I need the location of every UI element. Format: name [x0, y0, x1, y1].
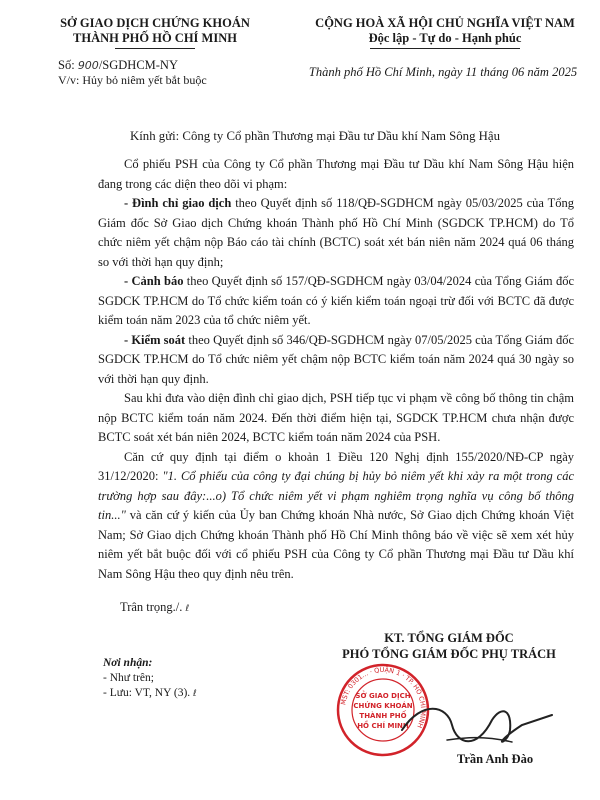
issuer-underline	[115, 48, 195, 49]
signature-stroke	[402, 709, 552, 742]
recipients-block	[103, 656, 197, 702]
legal-basis-text: Căn cứ quy định tại điểm o khoản 1 Điều 120 Nghị định 155/2020/NĐ-CP ngày 31/12/2020:	[98, 449, 574, 483]
signer-name: Trần Anh Đào	[456, 752, 534, 766]
initial-mark: ℓ	[185, 604, 190, 614]
intro-paragraph: Cổ phiếu PSH của Công ty Cổ phần Thương mại Đầu tư Dầu khí Nam Sông Hậu hiện đang trong các diện theo dõi vi phạm:	[98, 157, 574, 191]
national-header	[300, 16, 590, 49]
document-date: Thành phố Hồ Chí Minh, ngày 11 tháng 06 năm 2025	[308, 65, 578, 79]
handwritten-signature	[392, 690, 562, 760]
doc-no-label: Số:	[58, 58, 75, 72]
issuer-line-1: SỞ GIAO DỊCH CHỨNG KHOÁN	[60, 16, 250, 30]
recipient-archive: - Lưu: VT, NY (3).	[103, 687, 191, 699]
issuer-line-2: THÀNH PHỐ HỒ CHÍ MINH	[73, 31, 237, 45]
item1-text: theo Quyết định số 118/QĐ-SGDHCM ngày 05/03/2025 của Tổng Giám đốc Sở Giao dịch Chứng khoán Thành phố Hồ Chí Minh (SGDCK TP.HCM) do Tổ chức niêm yết chậm nộp Báo cáo tài chính (BCTC) soát xét bán niên năm 2024 quá 06 tháng so với thời hạn quy định;	[98, 196, 575, 269]
recipients-title: Nơi nhận:	[103, 657, 153, 669]
seal-line: HỒ CHÍ MINH	[357, 722, 409, 730]
seal-ring-text: MST: 0301... · QUẬN 1 · TP. HỒ CHÍ MINH	[339, 665, 428, 730]
item1-heading: - Đình chỉ giao dịch	[124, 196, 232, 210]
doc-no-handwritten: 900	[77, 59, 99, 72]
seal-line: THÀNH PHỐ	[359, 712, 407, 720]
motto-underline	[370, 48, 520, 49]
issuer-header	[50, 16, 260, 49]
greeting: Kính gửi: Công ty Cổ phần Thương mại Đầu tư Dầu khí Nam Sông Hậu	[130, 129, 500, 143]
closing-text: Trân trọng./.	[120, 600, 183, 614]
recipient-item	[103, 686, 197, 702]
recipient-item: - Như trên;	[103, 672, 154, 684]
signer-title: PHÓ TỔNG GIÁM ĐỐC PHỤ TRÁCH	[342, 647, 556, 661]
legal-quote: "1. Cổ phiếu của công ty đại chúng bị hủy bỏ niêm yết khi xảy ra một trong các trường hợp sau đây:...o) Tổ chức niêm yết vi phạm nghiêm trọng nghĩa vụ công bố thông tin..."	[98, 469, 574, 522]
signature-block	[318, 630, 580, 662]
letter-body	[98, 155, 574, 584]
violation-item-suspension	[98, 194, 574, 272]
item2-heading: - Cảnh báo	[124, 274, 184, 288]
nation-motto: Độc lập - Tự do - Hạnh phúc	[368, 31, 522, 45]
signer-authority: KT. TỔNG GIÁM ĐỐC	[384, 631, 514, 645]
document-subject: V/v: Hủy bỏ niêm yết bắt buộc	[58, 73, 207, 87]
decision-text: và căn cứ ý kiến của Ủy ban Chứng khoán Nhà nước, Sở Giao dịch Chứng khoán Việt Nam; Sở Giao dịch Chứng khoán Thành phố Hồ Chí Minh thông báo về việc sẽ xem xét hủy niêm yết bắt buộc đối với cổ phiếu PSH của Công ty Cổ phần Thương mại Đầu tư Dầu khí Nam Sông Hậu theo quy định nêu trên.	[98, 508, 574, 581]
violation-item-control	[98, 331, 574, 390]
violation-item-warning	[98, 272, 574, 331]
item3-heading: - Kiểm soát	[124, 332, 186, 347]
document-number	[58, 58, 178, 73]
item2-text: theo Quyết định số 157/QĐ-SGDHCM ngày 03/04/2024 của Tổng Giám đốc SGDCK TP.HCM do Tổ chức kiểm toán có ý kiến kiểm toán ngoại trừ đối với BCTC đã được kiểm toán năm 2023 của tổ chức niêm yết.	[98, 274, 575, 327]
seal-line: CHỨNG KHOÁN	[353, 702, 413, 710]
item3-text: theo Quyết định số 346/QĐ-SGDHCM ngày 07/05/2025 của Tổng Giám đốc SGDCK TP.HCM do Tổ chức niêm yết chậm nộp BCTC kiểm toán năm 2024 quá 30 ngày so với thời hạn quy định.	[98, 332, 574, 386]
legal-basis-paragraph	[98, 448, 574, 585]
seal-line: SỞ GIAO DỊCH	[355, 692, 411, 700]
doc-no-suffix: /SGDHCM-NY	[98, 58, 178, 72]
disclosure-paragraph: Sau khi đưa vào diện đình chỉ giao dịch, PSH tiếp tục vi phạm về công bố thông tin chậm nộp BCTC kiểm toán năm 2024. Đến thời điểm hiện tại, SGDCK TP.HCM chưa nhận được BCTC soát xét bán niên 2024, BCTC kiểm toán năm 2024 của PSH.	[98, 391, 574, 444]
nation-line-1: CỘNG HOÀ XÃ HỘI CHỦ NGHĨA VIỆT NAM	[315, 16, 575, 30]
initial-mark: ℓ	[193, 689, 197, 699]
closing-line	[120, 600, 189, 615]
